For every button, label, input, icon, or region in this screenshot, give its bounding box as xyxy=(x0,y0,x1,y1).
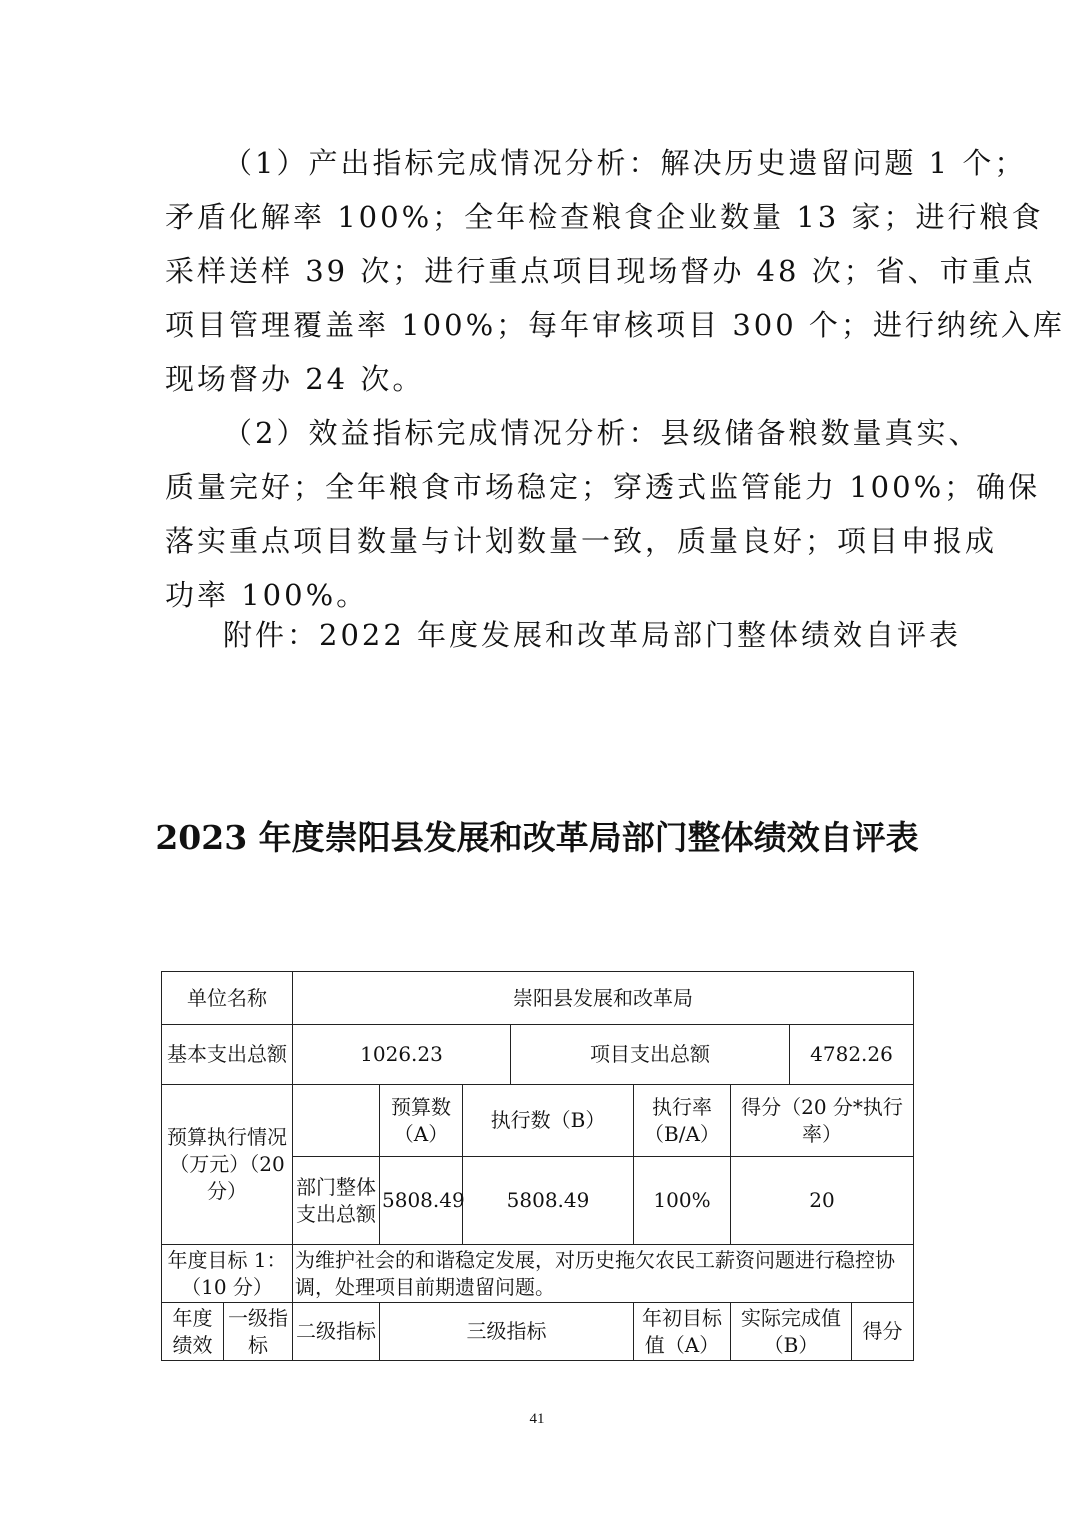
unit-name-label: 单位名称 xyxy=(162,972,293,1025)
unit-name-value: 崇阳县发展和改革局 xyxy=(293,972,914,1025)
paragraph-line: 现场督办 24 次。 xyxy=(165,362,425,396)
project-expense-label: 项目支出总额 xyxy=(511,1025,790,1085)
paragraph-line: 附件：2022 年度发展和改革局部门整体绩效自评表 xyxy=(223,618,962,652)
paragraph-output-analysis xyxy=(165,136,1065,406)
table-row xyxy=(162,972,914,1025)
execution-column-header: 执行数（B） xyxy=(463,1085,634,1157)
paragraph-benefit-analysis xyxy=(165,406,1041,622)
page-number: 41 xyxy=(529,1411,545,1427)
table-title: 2023 年度崇阳县发展和改革局部门整体绩效自评表 xyxy=(155,818,919,857)
attachment-note xyxy=(165,608,962,662)
paragraph-line: （2）效益指标完成情况分析：县级储备粮数量真实、 xyxy=(223,416,981,450)
paragraph-line: （1）产出指标完成情况分析：解决历史遗留问题 1 个； xyxy=(223,146,1027,180)
table-row xyxy=(162,1245,914,1303)
header-annual-performance: 年度绩效 xyxy=(162,1303,224,1361)
project-expense-value: 4782.26 xyxy=(790,1025,914,1085)
budget-column-header: 预算数（A） xyxy=(380,1085,463,1157)
execution-value: 5808.49 xyxy=(463,1157,634,1245)
evaluation-table xyxy=(161,971,914,1361)
header-level1-indicator: 一级指标 xyxy=(224,1303,293,1361)
annual-goal-label: 年度目标 1：（10 分） xyxy=(162,1245,293,1303)
empty-cell xyxy=(293,1085,380,1157)
budget-execution-label: 预算执行情况（万元）（20 分） xyxy=(162,1085,293,1245)
score-column-header: 得分（20 分*执行率） xyxy=(731,1085,914,1157)
budget-value: 5808.49 xyxy=(380,1157,463,1245)
paragraph-line: 采样送样 39 次；进行重点项目现场督办 48 次；省、市重点 xyxy=(165,254,1036,288)
table-row xyxy=(162,1303,914,1361)
paragraph-line: 落实重点项目数量与计划数量一致，质量良好；项目申报成 xyxy=(165,524,998,558)
table-row xyxy=(162,1025,914,1085)
header-actual-value: 实际完成值（B） xyxy=(731,1303,852,1361)
header-level3-indicator: 三级指标 xyxy=(380,1303,634,1361)
basic-expense-value: 1026.23 xyxy=(293,1025,511,1085)
paragraph-line: 矛盾化解率 100%；全年检查粮食企业数量 13 家；进行粮食 xyxy=(165,200,1044,234)
paragraph-line: 功率 100%。 xyxy=(165,578,369,612)
header-target-value: 年初目标值（A） xyxy=(634,1303,731,1361)
paragraph-line: 质量完好；全年粮食市场稳定；穿透式监管能力 100%；确保 xyxy=(165,470,1041,504)
dept-total-label: 部门整体支出总额 xyxy=(293,1157,380,1245)
score-value: 20 xyxy=(731,1157,914,1245)
rate-value: 100% xyxy=(634,1157,731,1245)
table-row xyxy=(162,1085,914,1157)
paragraph-line: 项目管理覆盖率 100%；每年审核项目 300 个；进行纳统入库 xyxy=(165,308,1065,342)
annual-goal-text: 为维护社会的和谐稳定发展，对历史拖欠农民工薪资问题进行稳控协调，处理项目前期遗留问题。 xyxy=(293,1245,914,1303)
basic-expense-label: 基本支出总额 xyxy=(162,1025,293,1085)
header-level2-indicator: 二级指标 xyxy=(293,1303,380,1361)
header-score: 得分 xyxy=(852,1303,914,1361)
rate-column-header: 执行率（B/A） xyxy=(634,1085,731,1157)
